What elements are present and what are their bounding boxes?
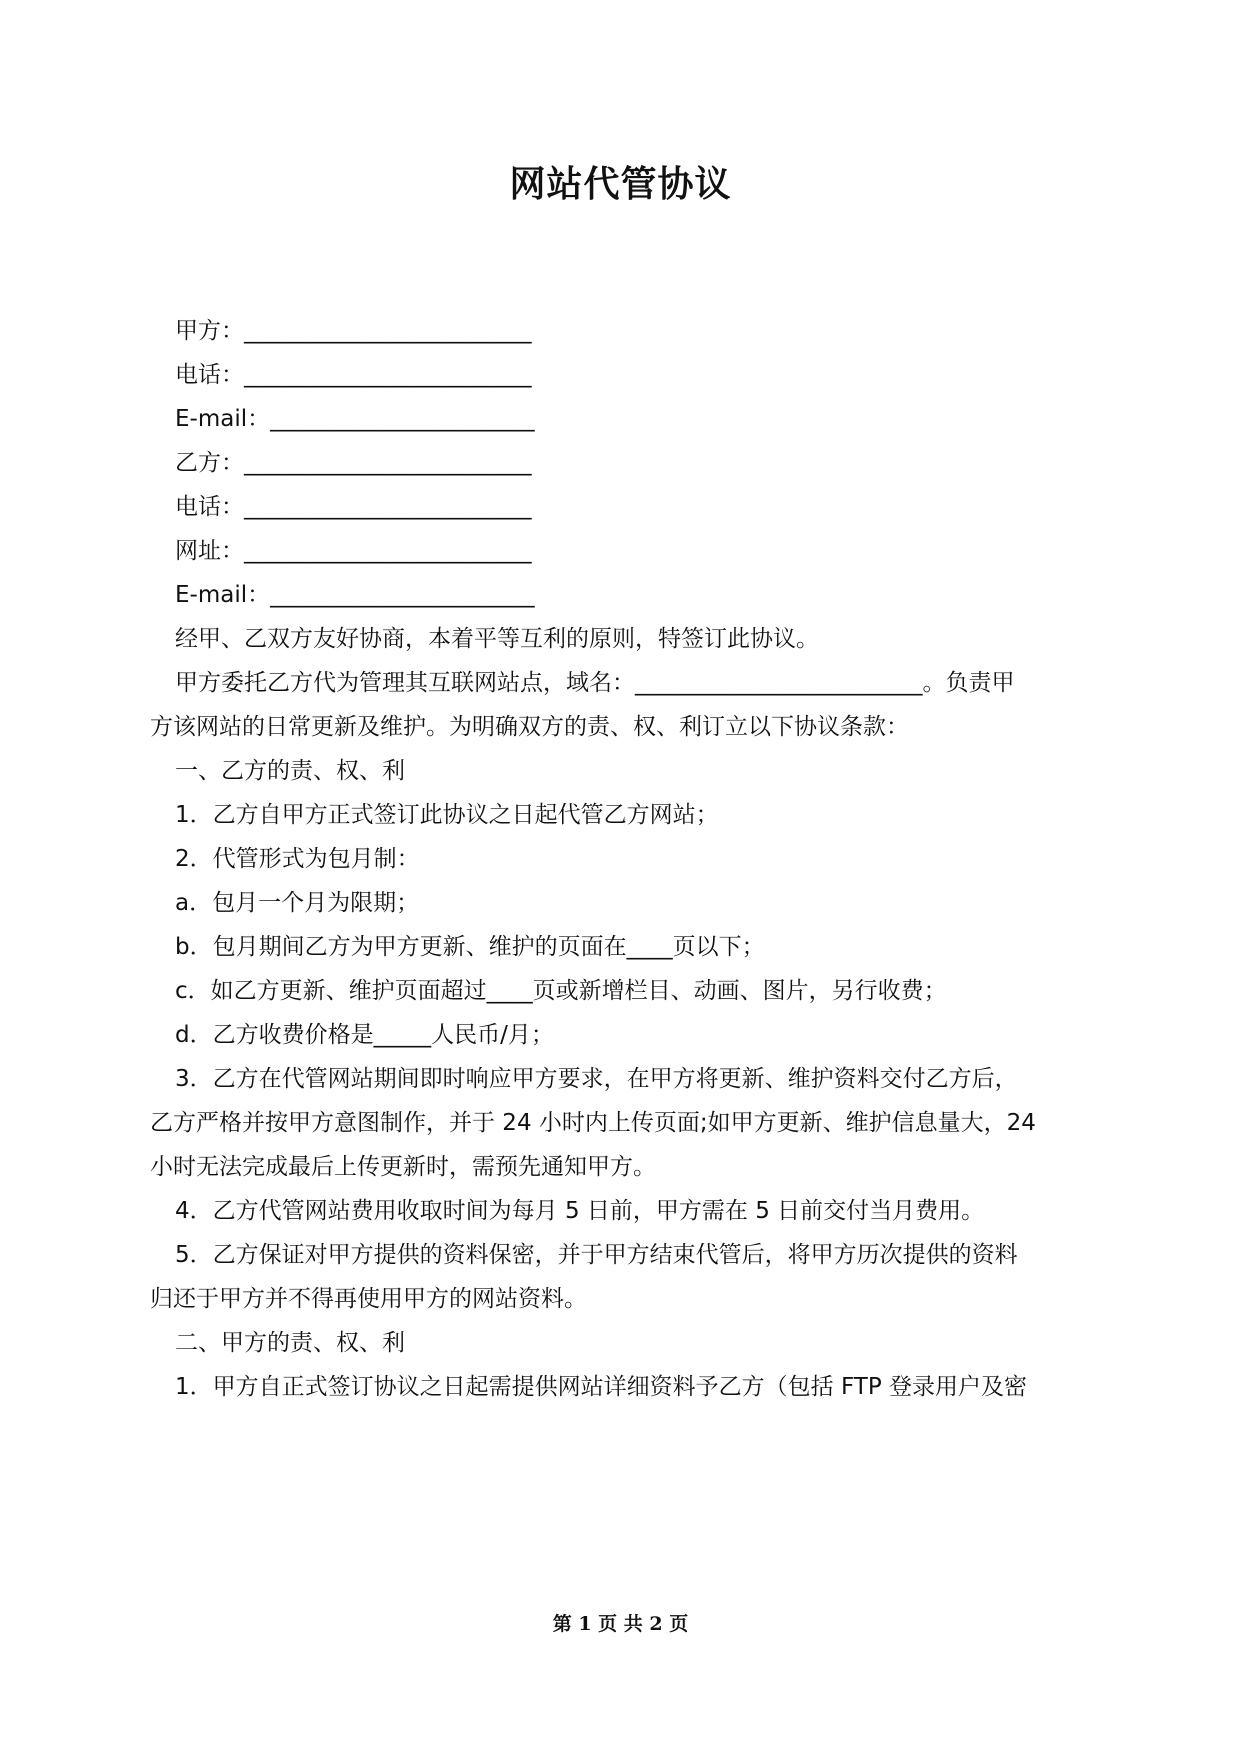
party-b-website-field: 网址：_________________________ [175, 538, 532, 564]
party-a-phone-field: 电话：_________________________ [175, 362, 532, 388]
paragraph-line: 经甲、乙双方友好协商，本着平等互利的原则，特签订此协议。 [175, 626, 819, 652]
paragraph-line: c．如乙方更新、维护页面超过____页或新增栏目、动画、图片，另行收费； [175, 978, 947, 1004]
paragraph-line: 2．代管形式为包月制： [175, 846, 420, 872]
paragraph-line: b．包月期间乙方为甲方更新、维护的页面在____页以下； [175, 934, 765, 960]
paragraph-line: 方该网站的日常更新及维护。为明确双方的责、权、利订立以下协议条款： [150, 714, 909, 740]
paragraph-line: 5．乙方保证对甲方提供的资料保密，并于甲方结束代管后，将甲方历次提供的资料 [175, 1242, 1018, 1268]
paragraph-line: d．乙方收费价格是_____人民币/月； [175, 1022, 554, 1048]
paragraph-line: 3．乙方在代管网站期间即时响应甲方要求，在甲方将更新、维护资料交付乙方后， [175, 1066, 1018, 1092]
party-a-field: 甲方：_________________________ [175, 318, 532, 344]
page-footer: 第 1 页 共 2 页 [552, 1613, 689, 1635]
paragraph-line: a．包月一个月为限期； [175, 890, 420, 916]
paragraph-line: 乙方严格并按甲方意图制作，并于 24 小时内上传页面;如甲方更新、维护信息量大，24 [150, 1110, 1036, 1136]
party-b-email-field: E-mail：_______________________ [175, 582, 535, 608]
section-heading: 二、甲方的责、权、利 [175, 1330, 405, 1356]
paragraph-line: 归还于甲方并不得再使用甲方的网站资料。 [150, 1286, 587, 1312]
party-b-field: 乙方：_________________________ [175, 450, 532, 476]
section-heading: 一、乙方的责、权、利 [175, 758, 405, 784]
paragraph-line: 1．乙方自甲方正式签订此协议之日起代管乙方网站； [175, 802, 719, 828]
document-title: 网站代管协议 [509, 163, 732, 205]
paragraph-line: 甲方委托乙方代为管理其互联网站点，域名：_________________________。负责甲 [175, 670, 1015, 696]
paragraph-line: 4．乙方代管网站费用收取时间为每月 5 日前，甲方需在 5 日前交付当月费用。 [175, 1198, 985, 1224]
paragraph-line: 小时无法完成最后上传更新时，需预先通知甲方。 [150, 1154, 656, 1180]
paragraph-line: 1．甲方自正式签订协议之日起需提供网站详细资料予乙方（包括 FTP 登录用户及密 [175, 1374, 1027, 1400]
party-a-email-field: E-mail：_______________________ [175, 406, 535, 432]
party-b-phone-field: 电话：_________________________ [175, 494, 532, 520]
